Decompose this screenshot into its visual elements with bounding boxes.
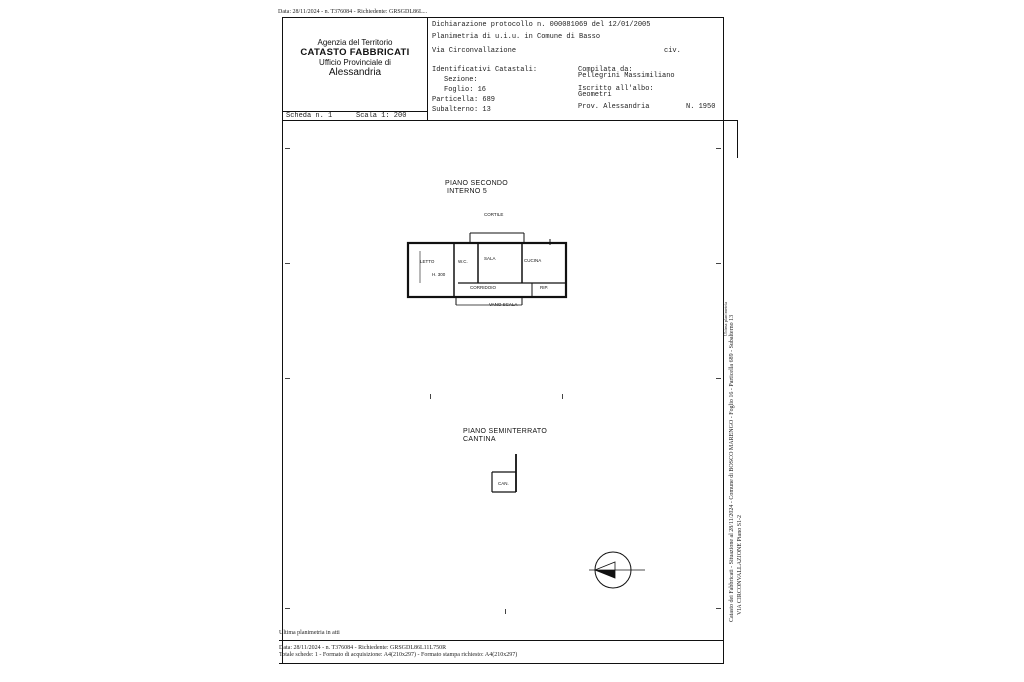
header-right-border (723, 17, 724, 121)
room-wc: W.C. (458, 259, 468, 264)
header-top-border (282, 17, 724, 18)
upper-plan-title1: PIANO SECONDO (445, 180, 509, 187)
tick-l4 (285, 608, 290, 609)
identificativi-title: Identificativi Catastali: (432, 66, 538, 74)
civ: civ. (664, 47, 681, 55)
room-cucina: CUCINA (524, 258, 542, 263)
room-h: H. 300 (432, 272, 446, 277)
room-sala: SALA (484, 256, 496, 261)
compilata-title: Compilata da: (578, 66, 633, 74)
agency-line3: Ufficio Provinciale di (319, 58, 391, 67)
scheda-label: Scheda n. 1 (286, 112, 333, 120)
north-arrow-icon (585, 546, 649, 594)
frame-right (723, 120, 724, 664)
room-cantina: CAN. (498, 481, 509, 486)
header-bottom-border (282, 120, 724, 121)
room-rip: RIP. (540, 285, 549, 290)
room-corridoio: CORRIDOIO (470, 285, 497, 290)
header-right-ext (724, 120, 738, 121)
lower-plan-title2: CANTINA (463, 436, 496, 443)
tick-l1 (285, 148, 290, 149)
cortile-label: CORTILE (484, 212, 504, 217)
tick-r1 (716, 148, 721, 149)
vertical-text-1: Catasto dei Fabbricati - Situazione al 28/11/2024 - Comune di BOSCO MARENGO - Foglio 16 - Particella 689 - Subalterno 13 (729, 314, 735, 622)
planimetria: Planimetria di u.i.u. in Comune di Basso (432, 33, 601, 41)
lower-plan-title1: PIANO SEMINTERRATO (463, 428, 548, 435)
header-left-border (282, 17, 283, 121)
tick-l3 (285, 378, 290, 379)
tick-m2 (562, 394, 563, 399)
vertical-side-small: Ultima planimetria (723, 301, 728, 336)
frame-left (282, 120, 283, 664)
via: Via Circonvallazione (432, 47, 517, 55)
dichiarazione: Dichiarazione protocollo n. 000081069 del 12/01/2005 (432, 21, 651, 29)
tick-r2 (716, 263, 721, 264)
agency-line4: Alessandria (328, 67, 382, 78)
agency-line2: CATASTO FABBRICATI (300, 47, 410, 58)
scheda-scala: Scala 1: 200 (356, 112, 407, 120)
tick-l2 (285, 263, 290, 264)
iscritto: Iscritto all'albo: (578, 85, 654, 93)
agency-block (290, 38, 420, 78)
lower-floor-plan (480, 448, 530, 498)
footer-top-border (279, 640, 724, 641)
footer-line1: Data: 28/11/2024 - n. T376084 - Richiedente: GRSGDL86L11L750R (279, 645, 447, 651)
header-divider (427, 17, 428, 121)
subalterno: Subalterno: 13 (432, 106, 491, 114)
compilata-name: Pellegrini Massimiliano (578, 72, 675, 80)
tick-r4 (716, 608, 721, 609)
room-letto: LETTO (420, 259, 435, 264)
tick-m1 (430, 394, 431, 399)
top-stamp: Data: 28/11/2024 - n. T376084 - Richiedente: GRSGDL86L... (278, 9, 428, 15)
tick-r3 (716, 378, 721, 379)
numero: N. 1950 (686, 103, 716, 111)
vano-scala-label: VANO SCALA (489, 302, 518, 307)
footer-bottom-border (279, 663, 724, 664)
footer-ultima: Ultima planimetria in atti (279, 630, 340, 636)
iscritto-val: Geometri (578, 91, 612, 99)
footer-line2: Totale schede: 1 - Formato di acquisizione: A4(210x297) - Formato stampa richiesto: A4(210x297) (279, 652, 518, 658)
header-right-ext-v (737, 120, 738, 158)
prov: Prov. Alessandria (578, 103, 650, 111)
sezione: Sezione: (444, 76, 478, 84)
tick-b1 (505, 609, 506, 614)
vertical-text-2: VIA CIRCONVALLAZIONE Piano S1-2 (737, 514, 743, 615)
foglio: Foglio: 16 (444, 86, 487, 94)
particella: Particella: 689 (432, 96, 496, 104)
upper-plan-title2: INTERNO 5 (447, 188, 488, 195)
agency-line1: Agenzia del Territorio (317, 38, 393, 47)
